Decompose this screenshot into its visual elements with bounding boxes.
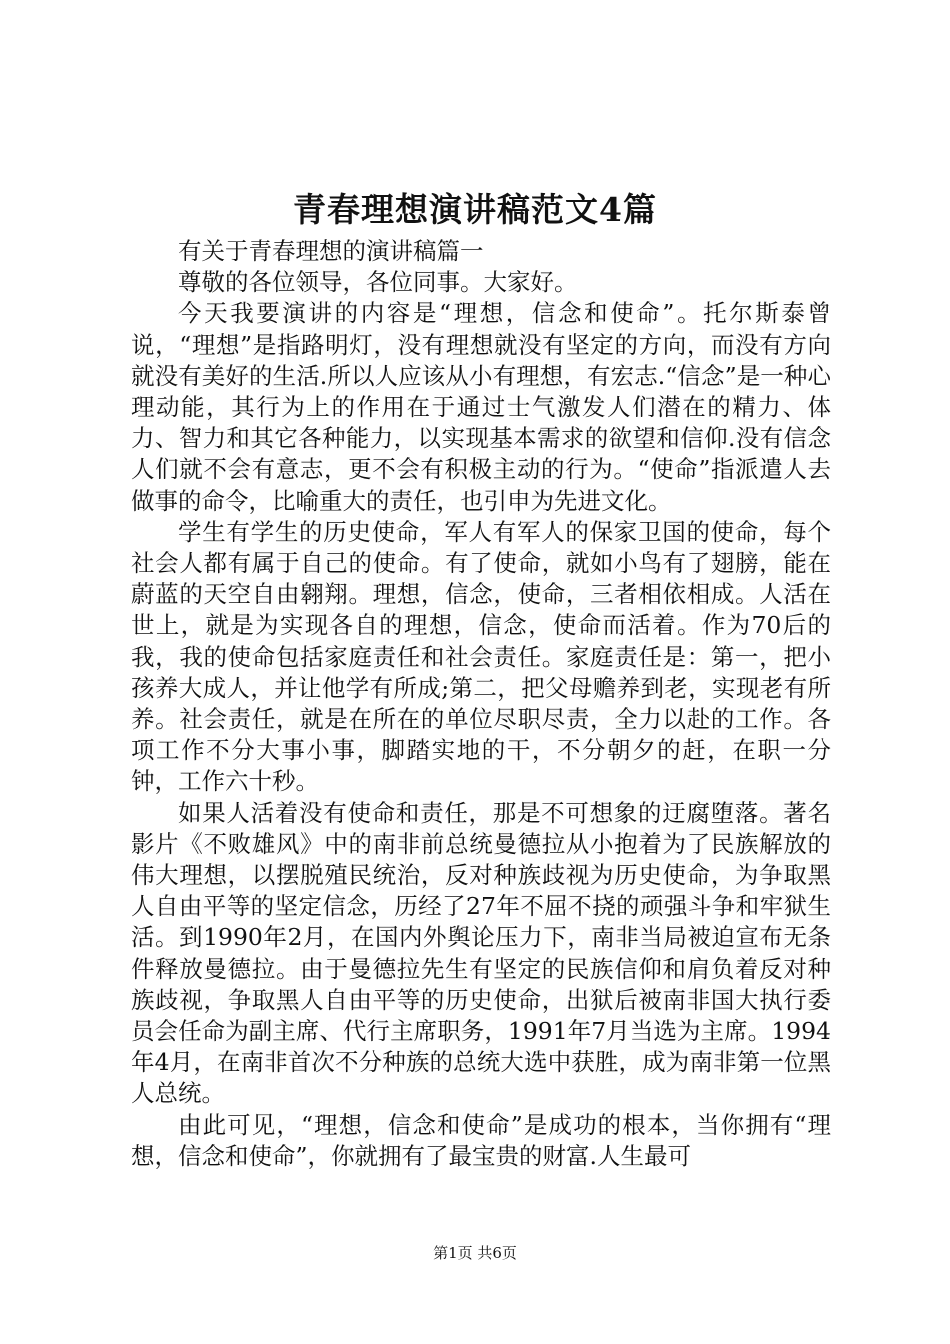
paragraph-subtitle: 有关于青春理想的演讲稿篇一	[178, 237, 484, 265]
paragraph: 学生有学生的历史使命，军人有军人的保家卫国的使命，每个社会人都有属于自己的使命。有了使命，就如小鸟有了翅膀，能在蔚蓝的天空自由翱翔。理想，信念，使命，三者相依相成。人活在世上，就是为实现各自的理想，信念，使命而活着。作为70后的我，我的使命包括家庭责任和社会责任。家庭责任是：第一，把小孩养大成人，并让他学有所成;第二，把父母赡养到老，实现老有所养。社会责任，就是在所在的单位尽职尽责，全力以赴的工作。各项工作不分大事小事，脚踏实地的干，不分朝夕的赶，在职一分钟，工作六十秒。	[131, 517, 831, 796]
page-number-footer: 第1页 共6页	[433, 1244, 517, 1262]
paragraph: 今天我要演讲的内容是“理想，信念和使命”。托尔斯泰曾说，“理想”是指路明灯，没有理想就没有坚定的方向，而没有方向就没有美好的生活.所以人应该从小有理想，有宏志.“信念”是一种心理动能，其行为上的作用在于通过士气激发人们潜在的精力、体力、智力和其它各种能力，以实现基本需求的欲望和信仰.没有信念人们就不会有意志，更不会有积极主动的行为。“使命”指派遣人去做事的命令，比喻重大的责任，也引申为先进文化。	[131, 299, 831, 515]
paragraph: 由此可见，“理想，信念和使命”是成功的根本，当你拥有“理想，信念和使命”，你就拥有了最宝贵的财富.人生最可	[131, 1110, 831, 1170]
paragraph-greeting: 尊敬的各位领导，各位同事。大家好。	[178, 268, 578, 297]
document-body	[131, 236, 831, 1172]
document-title: 青春理想演讲稿范文4篇	[293, 190, 657, 229]
paragraph: 如果人活着没有使命和责任，那是不可想象的迂腐堕落。著名影片《不败雄风》中的南非前总统曼德拉从小抱着为了民族解放的伟大理想，以摆脱殖民统治，反对种族歧视为历史使命，为争取黑人自由平等的坚定信念，历经了27年不屈不挠的顽强斗争和牢狱生活。到1990年2月，在国内外舆论压力下，南非当局被迫宣布无条件释放曼德拉。由于曼德拉先生有坚定的民族信仰和肩负着反对种族歧视，争取黑人自由平等的历史使命，出狱后被南非国大执行委员会任命为副主席、代行主席职务，1991年7月当选为主席。1994年4月，在南非首次不分种族的总统大选中获胜，成为南非第一位黑人总统。	[131, 798, 831, 1108]
